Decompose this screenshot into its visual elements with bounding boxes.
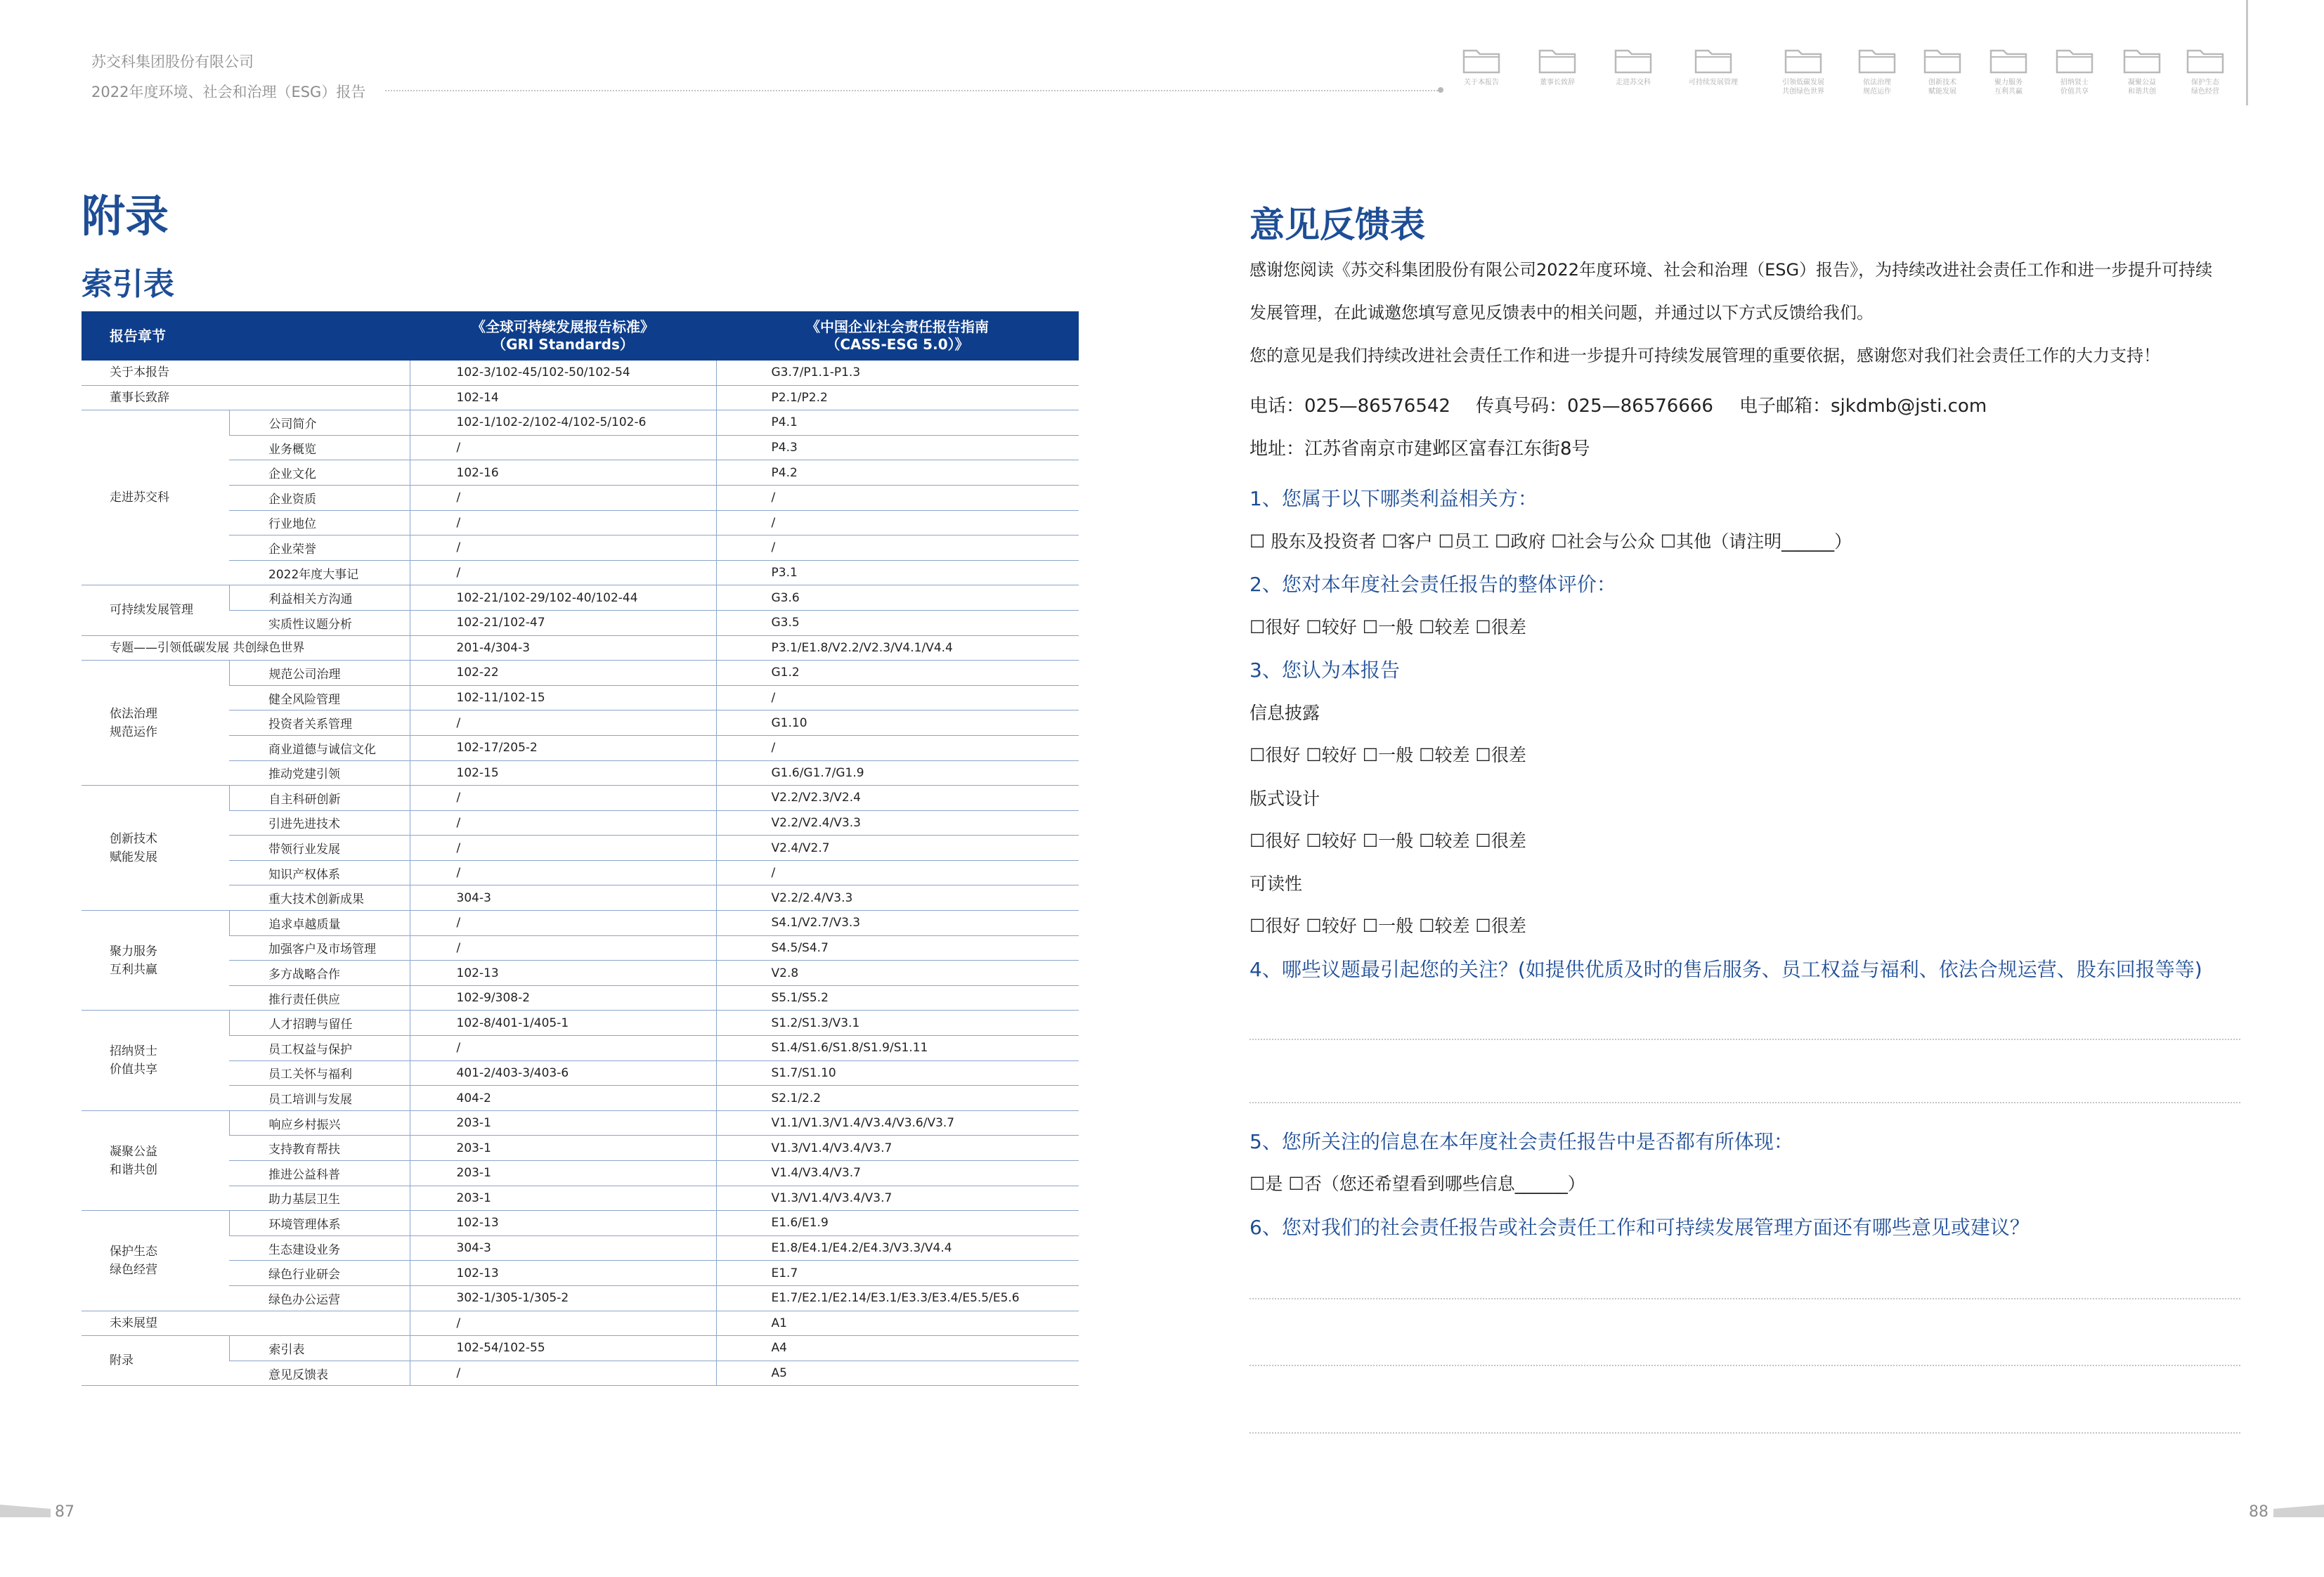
cass-cell: S1.4/S1.6/S1.8/S1.9/S1.11 bbox=[716, 1036, 1079, 1061]
section-cell: 公司简介 bbox=[229, 410, 410, 436]
nav-item-innovation[interactable] bbox=[1912, 45, 1973, 96]
section-cell: 员工关怀与福利 bbox=[229, 1060, 410, 1086]
nav-label: 招纳贤士 bbox=[2060, 79, 2089, 86]
gri-cell: 102-21/102-29/102-40/102-44 bbox=[410, 585, 716, 611]
table-row bbox=[82, 1285, 1079, 1311]
index-table-title: 索引表 bbox=[82, 266, 174, 302]
section-cell: 支持教育帮扶 bbox=[229, 1136, 410, 1161]
cass-cell: / bbox=[716, 860, 1079, 885]
chapter-cell: 专题——引领低碳发展 共创绿色世界 bbox=[82, 635, 410, 661]
cass-cell: A1 bbox=[716, 1311, 1079, 1336]
page-corner-tab-left bbox=[0, 1502, 51, 1519]
cass-cell: G1.6/G1.7/G1.9 bbox=[716, 760, 1079, 786]
report-title: 2022年度环境、社会和治理（ESG）报告 bbox=[91, 84, 366, 100]
cass-cell: V2.8 bbox=[716, 961, 1079, 986]
cass-cell: G3.7/P1.1-P1.3 bbox=[716, 361, 1079, 385]
nav-label: 走进苏交科 bbox=[1616, 79, 1651, 86]
gri-cell: 102-13 bbox=[410, 1261, 716, 1286]
section-cell: 规范公司治理 bbox=[229, 661, 410, 686]
table-row bbox=[82, 635, 1079, 661]
chapter-cell: 可持续发展管理 bbox=[82, 585, 229, 635]
table-row bbox=[82, 985, 1079, 1011]
nav-item-public-welfare[interactable] bbox=[2112, 45, 2172, 96]
chapter-line: 和谐共创 bbox=[110, 1162, 157, 1177]
q5-yes-no-options[interactable]: ☐是 ☐否（您还希望看到哪些信息______） bbox=[1249, 1174, 1585, 1194]
table-row bbox=[82, 961, 1079, 986]
nav-item-ecology[interactable] bbox=[2175, 45, 2235, 96]
nav-label: 赋能发展 bbox=[1928, 88, 1956, 96]
section-cell: 多方战略合作 bbox=[229, 961, 410, 986]
section-cell: 生态建设业务 bbox=[229, 1235, 410, 1261]
cass-cell: P2.1/P2.2 bbox=[716, 385, 1079, 410]
table-row bbox=[82, 1186, 1079, 1211]
section-cell: 员工权益与保护 bbox=[229, 1036, 410, 1061]
cass-cell: P3.1/E1.8/V2.2/V2.3/V4.1/V4.4 bbox=[716, 635, 1079, 661]
table-row bbox=[82, 1136, 1079, 1161]
cass-cell: G3.6 bbox=[716, 585, 1079, 611]
answer-line[interactable] bbox=[1249, 1039, 2240, 1040]
nav-item-low-carbon[interactable] bbox=[1773, 45, 1833, 96]
gri-index-table bbox=[82, 311, 1079, 1386]
question-6: 6、您对我们的社会责任报告或社会责任工作和可持续发展管理方面还有哪些意见或建议？ bbox=[1249, 1216, 2030, 1239]
chapter-line: 保护生态 bbox=[110, 1244, 157, 1259]
table-row bbox=[82, 410, 1079, 436]
nav-item-chairman-letter[interactable] bbox=[1527, 45, 1588, 87]
nav-label: 共创绿色世界 bbox=[1782, 88, 1824, 96]
cass-cell: V1.1/V1.3/V1.4/V3.4/V3.6/V3.7 bbox=[716, 1110, 1079, 1136]
table-row bbox=[82, 1036, 1079, 1061]
section-cell: 行业地位 bbox=[229, 510, 410, 536]
gri-cell: / bbox=[410, 860, 716, 885]
gri-cell: / bbox=[410, 786, 716, 811]
cass-cell: E1.6/E1.9 bbox=[716, 1211, 1079, 1236]
gri-cell: / bbox=[410, 510, 716, 536]
section-cell: 健全风险管理 bbox=[229, 685, 410, 710]
section-cell: 意见反馈表 bbox=[229, 1361, 410, 1386]
cass-cell: / bbox=[716, 510, 1079, 536]
intro-paragraph-line2: 发展管理，在此诚邀您填写意见反馈表中的相关问题，并通过以下方式反馈给我们。 bbox=[1249, 303, 1874, 323]
table-row bbox=[82, 1361, 1079, 1386]
q3-readability-label: 可读性 bbox=[1249, 874, 1303, 894]
gri-cell: 102-21/102-47 bbox=[410, 610, 716, 635]
cass-cell: S4.5/S4.7 bbox=[716, 935, 1079, 961]
section-cell: 商业道德与诚信文化 bbox=[229, 735, 410, 760]
header-gri-line2: （GRI Standards） bbox=[492, 336, 634, 353]
table-row bbox=[82, 361, 1079, 385]
section-cell: 引进先进技术 bbox=[229, 810, 410, 836]
answer-line[interactable] bbox=[1249, 1432, 2240, 1434]
section-cell: 重大技术创新成果 bbox=[229, 885, 410, 911]
section-cell: 自主科研创新 bbox=[229, 786, 410, 811]
gri-cell: 302-1/305-1/305-2 bbox=[410, 1285, 716, 1311]
chapter-cell: 走进苏交科 bbox=[82, 410, 229, 585]
table-row bbox=[82, 1161, 1079, 1186]
nav-label: 凝聚公益 bbox=[2128, 79, 2156, 86]
cass-cell: P3.1 bbox=[716, 560, 1079, 585]
answer-line[interactable] bbox=[1249, 1298, 2240, 1299]
header-report-chapter: 报告章节 bbox=[82, 311, 410, 361]
question-3: 3、您认为本报告 bbox=[1249, 658, 1400, 682]
folder-icon bbox=[1538, 45, 1577, 74]
gri-cell: / bbox=[410, 560, 716, 585]
table-row bbox=[82, 1011, 1079, 1036]
question-1: 1、您属于以下哪类利益相关方： bbox=[1249, 487, 1538, 510]
contact-address: 地址：江苏省南京市建邺区富春江东街8号 bbox=[1249, 439, 1590, 460]
chapter-line: 依法治理 bbox=[110, 706, 157, 721]
nav-label: 依法治理 bbox=[1863, 79, 1891, 86]
cass-cell: G3.5 bbox=[716, 610, 1079, 635]
table-row bbox=[82, 685, 1079, 710]
table-row bbox=[82, 610, 1079, 635]
cass-cell: S4.1/V2.7/V3.3 bbox=[716, 911, 1079, 936]
gri-cell: 201-4/304-3 bbox=[410, 635, 716, 661]
chapter-cell: 董事长致辞 bbox=[82, 385, 410, 410]
cass-cell: V1.4/V3.4/V3.7 bbox=[716, 1161, 1079, 1186]
intro-paragraph-line1: 感谢您阅读《苏交科集团股份有限公司2022年度环境、社会和治理（ESG）报告》，为持续改进社会责任工作和进一步提升可持续 bbox=[1249, 260, 2213, 280]
cass-cell: / bbox=[716, 485, 1079, 510]
folder-icon bbox=[1989, 45, 2028, 74]
gri-cell: / bbox=[410, 1036, 716, 1061]
gri-cell: 404-2 bbox=[410, 1086, 716, 1111]
table-row bbox=[82, 536, 1079, 561]
section-cell: 推动党建引领 bbox=[229, 760, 410, 786]
cass-cell: E1.8/E4.1/E4.2/E4.3/V3.3/V4.4 bbox=[716, 1235, 1079, 1261]
section-cell: 带领行业发展 bbox=[229, 836, 410, 861]
table-row bbox=[82, 1211, 1079, 1236]
nav-label: 和谐共创 bbox=[2128, 88, 2156, 96]
chapter-cell bbox=[82, 1211, 229, 1311]
nav-item-about-report[interactable] bbox=[1451, 45, 1512, 87]
table-row bbox=[82, 385, 1079, 410]
section-cell: 员工培训与发展 bbox=[229, 1086, 410, 1111]
cass-cell: G1.10 bbox=[716, 710, 1079, 736]
section-cell: 企业荣誉 bbox=[229, 536, 410, 561]
section-cell: 企业文化 bbox=[229, 460, 410, 486]
readability-rating-options[interactable]: ☐很好 ☐较好 ☐一般 ☐较差 ☐很差 bbox=[1249, 916, 1526, 936]
section-cell: 企业资质 bbox=[229, 485, 410, 510]
nav-label: 价值共享 bbox=[2060, 88, 2089, 96]
cass-cell: A4 bbox=[716, 1336, 1079, 1361]
section-cell: 知识产权体系 bbox=[229, 860, 410, 885]
folder-icon bbox=[2186, 45, 2225, 74]
chapter-cell: 附录 bbox=[82, 1336, 229, 1386]
company-name: 苏交科集团股份有限公司 bbox=[91, 53, 254, 70]
nav-label: 保护生态 bbox=[2191, 79, 2219, 86]
appendix-title: 附录 bbox=[82, 190, 169, 242]
section-cell: 投资者关系管理 bbox=[229, 710, 410, 736]
chapter-line: 凝聚公益 bbox=[110, 1144, 157, 1159]
gri-cell: / bbox=[410, 1361, 716, 1386]
nav-label: 引领低碳发展 bbox=[1782, 79, 1824, 86]
gri-cell: 102-22 bbox=[410, 661, 716, 686]
section-cell: 加强客户及市场管理 bbox=[229, 935, 410, 961]
section-cell: 追求卓越质量 bbox=[229, 911, 410, 936]
section-cell: 推进公益科普 bbox=[229, 1161, 410, 1186]
section-cell: 利益相关方沟通 bbox=[229, 585, 410, 611]
chapter-cell bbox=[82, 1011, 229, 1110]
section-cell: 业务概览 bbox=[229, 435, 410, 460]
nav-item-about-company[interactable] bbox=[1603, 45, 1663, 87]
gri-cell: / bbox=[410, 1311, 716, 1336]
cass-cell: V2.4/V2.7 bbox=[716, 836, 1079, 861]
gri-cell: 401-2/403-3/403-6 bbox=[410, 1060, 716, 1086]
table-row bbox=[82, 735, 1079, 760]
header-divider-dot bbox=[1438, 87, 1443, 93]
cass-cell: S2.1/2.2 bbox=[716, 1086, 1079, 1111]
chapter-cell bbox=[82, 786, 229, 911]
nav-label: 董事长致辞 bbox=[1540, 79, 1575, 86]
gri-cell: 102-3/102-45/102-50/102-54 bbox=[410, 361, 716, 385]
gri-cell: / bbox=[410, 485, 716, 510]
gri-cell: / bbox=[410, 935, 716, 961]
cass-cell: S1.7/S1.10 bbox=[716, 1060, 1079, 1086]
cass-cell: P4.2 bbox=[716, 460, 1079, 486]
gri-cell: 102-8/401-1/405-1 bbox=[410, 1011, 716, 1036]
chapter-cell: 关于本报告 bbox=[82, 361, 410, 385]
q3-info-disclosure-label: 信息披露 bbox=[1249, 703, 1320, 723]
gri-cell: / bbox=[410, 836, 716, 861]
gri-cell: 102-9/308-2 bbox=[410, 985, 716, 1011]
nav-item-governance[interactable] bbox=[1847, 45, 1907, 96]
table-row bbox=[82, 836, 1079, 861]
cass-cell: V2.2/2.4/V3.3 bbox=[716, 885, 1079, 911]
layout-design-rating-options[interactable]: ☐很好 ☐较好 ☐一般 ☐较差 ☐很差 bbox=[1249, 831, 1526, 851]
cass-cell: / bbox=[716, 536, 1079, 561]
section-nav bbox=[1451, 45, 2238, 115]
header-gri bbox=[410, 311, 716, 361]
table-row bbox=[82, 1311, 1079, 1336]
gri-cell: 203-1 bbox=[410, 1136, 716, 1161]
gri-cell: 203-1 bbox=[410, 1161, 716, 1186]
section-cell: 响应乡村振兴 bbox=[229, 1110, 410, 1136]
section-cell: 推行责任供应 bbox=[229, 985, 410, 1011]
contact-email: 电子邮箱：sjkdmb@jsti.com bbox=[1739, 396, 1987, 417]
table-row bbox=[82, 560, 1079, 585]
gri-cell: 203-1 bbox=[410, 1186, 716, 1211]
table-row bbox=[82, 911, 1079, 936]
table-row bbox=[82, 510, 1079, 536]
question-2: 2、您对本年度社会责任报告的整体评价： bbox=[1249, 573, 1616, 596]
table-row bbox=[82, 460, 1079, 486]
nav-label: 规范运作 bbox=[1863, 88, 1891, 96]
answer-line[interactable] bbox=[1249, 1365, 2240, 1366]
contact-fax: 传真号码：025—86576666 bbox=[1476, 396, 1713, 417]
table-header-row bbox=[82, 311, 1079, 361]
cass-cell: S5.1/S5.2 bbox=[716, 985, 1079, 1011]
section-cell: 实质性议题分析 bbox=[229, 610, 410, 635]
nav-label: 关于本报告 bbox=[1464, 79, 1499, 86]
header-gri-line1: 《全球可持续发展报告标准》 bbox=[472, 318, 654, 335]
page-number-right: 88 bbox=[2249, 1503, 2268, 1521]
table-row bbox=[82, 485, 1079, 510]
folder-icon bbox=[1784, 45, 1823, 74]
cass-cell: E1.7/E2.1/E2.14/E3.1/E3.3/E3.4/E5.5/E5.6 bbox=[716, 1285, 1079, 1311]
stakeholder-options[interactable]: ☐ 股东及投资者 ☐客户 ☐员工 ☐政府 ☐社会与公众 ☐其他（请注明______） bbox=[1249, 531, 1852, 552]
section-cell: 2022年度大事记 bbox=[229, 560, 410, 585]
nav-item-talent[interactable] bbox=[2044, 45, 2105, 96]
header-divider bbox=[385, 90, 1441, 91]
cass-cell: / bbox=[716, 735, 1079, 760]
folder-icon bbox=[1462, 45, 1501, 74]
cass-cell: V2.2/V2.3/V2.4 bbox=[716, 786, 1079, 811]
gri-cell: 304-3 bbox=[410, 1235, 716, 1261]
table-row bbox=[82, 1110, 1079, 1136]
table-row bbox=[82, 760, 1079, 786]
gri-cell: 102-11/102-15 bbox=[410, 685, 716, 710]
gri-cell: 304-3 bbox=[410, 885, 716, 911]
folder-icon bbox=[2055, 45, 2094, 74]
answer-line[interactable] bbox=[1249, 1102, 2240, 1103]
chapter-line: 招纳贤士 bbox=[110, 1044, 157, 1059]
cass-cell: V2.2/V2.4/V3.3 bbox=[716, 810, 1079, 836]
gri-cell: 102-16 bbox=[410, 460, 716, 486]
folder-icon bbox=[1923, 45, 1962, 74]
nav-item-service[interactable] bbox=[1978, 45, 2039, 96]
section-cell: 索引表 bbox=[229, 1336, 410, 1361]
table-row bbox=[82, 1261, 1079, 1286]
gri-cell: 102-54/102-55 bbox=[410, 1336, 716, 1361]
cass-cell: V1.3/V1.4/V3.4/V3.7 bbox=[716, 1186, 1079, 1211]
nav-label: 创新技术 bbox=[1928, 79, 1956, 86]
chapter-cell bbox=[82, 1110, 229, 1210]
question-4: 4、哪些议题最引起您的关注？(如提供优质及时的售后服务、员工权益与福利、依法合规运营、股东回报等等) bbox=[1249, 958, 2202, 981]
gri-cell: / bbox=[410, 710, 716, 736]
chapter-line: 互利共赢 bbox=[110, 962, 157, 977]
table-row bbox=[82, 435, 1079, 460]
gri-cell: 102-17/205-2 bbox=[410, 735, 716, 760]
nav-label: 聚力服务 bbox=[1994, 79, 2023, 86]
nav-label: 绿色经营 bbox=[2191, 88, 2219, 96]
folder-icon bbox=[1614, 45, 1653, 74]
cass-cell: S1.2/S1.3/V3.1 bbox=[716, 1011, 1079, 1036]
nav-label: 互利共赢 bbox=[1994, 88, 2023, 96]
section-cell: 绿色行业研会 bbox=[229, 1261, 410, 1286]
folder-icon bbox=[2122, 45, 2162, 74]
chapter-line: 聚力服务 bbox=[110, 944, 157, 959]
folder-icon bbox=[1694, 45, 1733, 74]
info-disclosure-rating-options[interactable]: ☐很好 ☐较好 ☐一般 ☐较差 ☐很差 bbox=[1249, 745, 1526, 765]
table-row bbox=[82, 935, 1079, 961]
cass-cell: G1.2 bbox=[716, 661, 1079, 686]
section-cell: 人才招聘与留任 bbox=[229, 1011, 410, 1036]
q3-layout-design-label: 版式设计 bbox=[1249, 788, 1320, 809]
section-cell: 绿色办公运营 bbox=[229, 1285, 410, 1311]
gri-cell: 102-15 bbox=[410, 760, 716, 786]
nav-item-sustainability-mgmt[interactable] bbox=[1683, 45, 1744, 87]
table-row bbox=[82, 810, 1079, 836]
page-edge-rule bbox=[2246, 0, 2248, 105]
cass-cell: V1.3/V1.4/V3.4/V3.7 bbox=[716, 1136, 1079, 1161]
overall-rating-options[interactable]: ☐很好 ☐较好 ☐一般 ☐较差 ☐很差 bbox=[1249, 617, 1526, 637]
cass-cell: A5 bbox=[716, 1361, 1079, 1386]
cass-cell: / bbox=[716, 685, 1079, 710]
chapter-line: 绿色经营 bbox=[110, 1262, 157, 1277]
question-5: 5、您所关注的信息在本年度社会责任报告中是否都有所体现： bbox=[1249, 1130, 1793, 1153]
table-row bbox=[82, 1336, 1079, 1361]
chapter-line: 价值共享 bbox=[110, 1063, 157, 1077]
intro-paragraph-line3: 您的意见是我们持续改进社会责任工作和进一步提升可持续发展管理的重要依据，感谢您对我们社会责任工作的大力支持！ bbox=[1249, 346, 2160, 365]
chapter-cell bbox=[82, 911, 229, 1011]
section-cell: 助力基层卫生 bbox=[229, 1186, 410, 1211]
folder-icon bbox=[1857, 45, 1897, 74]
page-number-left: 87 bbox=[55, 1503, 74, 1521]
header-cass-line2: （CASS-ESG 5.0）》 bbox=[826, 336, 969, 353]
header-cass-line1: 《中国企业社会责任报告指南 bbox=[806, 318, 989, 335]
page-corner-tab-right bbox=[2273, 1502, 2324, 1519]
table-row bbox=[82, 885, 1079, 911]
gri-cell: 203-1 bbox=[410, 1110, 716, 1136]
cass-cell: P4.1 bbox=[716, 410, 1079, 436]
gri-cell: / bbox=[410, 435, 716, 460]
chapter-line: 赋能发展 bbox=[110, 850, 157, 864]
contact-phone: 电话：025—86576542 bbox=[1249, 396, 1450, 417]
gri-cell: 102-14 bbox=[410, 385, 716, 410]
table-row bbox=[82, 1235, 1079, 1261]
gri-cell: / bbox=[410, 810, 716, 836]
chapter-line: 规范运作 bbox=[110, 725, 157, 739]
cass-cell: E1.7 bbox=[716, 1261, 1079, 1286]
chapter-cell bbox=[82, 661, 229, 786]
gri-cell: 102-13 bbox=[410, 961, 716, 986]
table-row bbox=[82, 661, 1079, 686]
section-cell: 环境管理体系 bbox=[229, 1211, 410, 1236]
chapter-line: 创新技术 bbox=[110, 831, 157, 846]
table-row bbox=[82, 1060, 1079, 1086]
table-row bbox=[82, 860, 1079, 885]
table-row bbox=[82, 1086, 1079, 1111]
table-row bbox=[82, 710, 1079, 736]
table-row bbox=[82, 786, 1079, 811]
gri-cell: / bbox=[410, 911, 716, 936]
gri-cell: 102-13 bbox=[410, 1211, 716, 1236]
gri-cell: / bbox=[410, 536, 716, 561]
feedback-form-title: 意见反馈表 bbox=[1249, 205, 1425, 245]
gri-cell: 102-1/102-2/102-4/102-5/102-6 bbox=[410, 410, 716, 436]
cass-cell: P4.3 bbox=[716, 435, 1079, 460]
nav-label: 可持续发展管理 bbox=[1689, 79, 1738, 86]
chapter-cell: 未来展望 bbox=[82, 1311, 410, 1336]
header-cass bbox=[716, 311, 1079, 361]
table-row bbox=[82, 585, 1079, 611]
